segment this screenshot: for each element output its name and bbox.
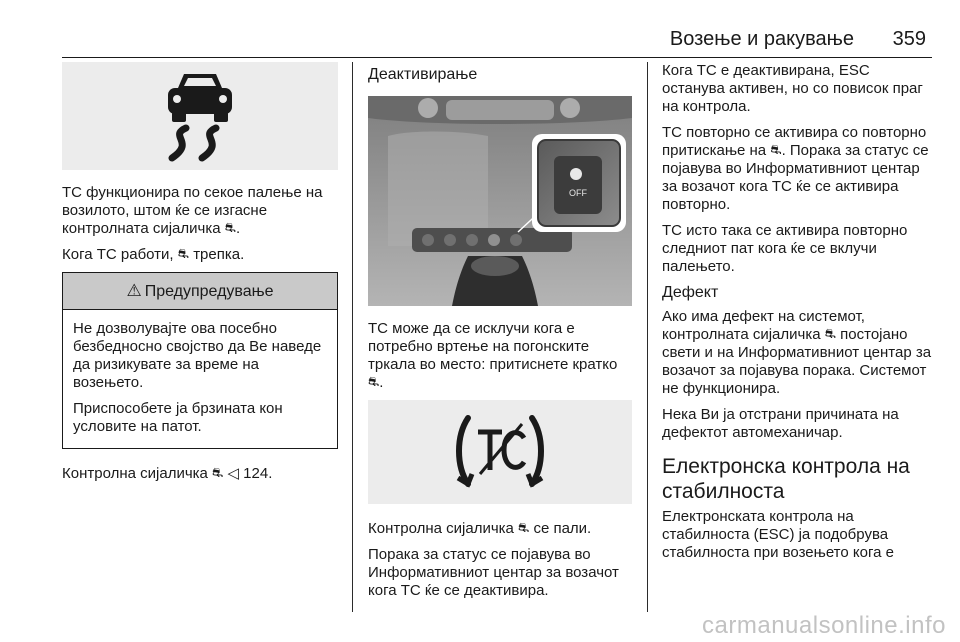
section-heading-esc: Електронска контрола на стабилноста xyxy=(662,455,910,503)
reference-page-link[interactable]: 124. xyxy=(243,465,273,482)
traction-control-symbol-image xyxy=(62,62,338,170)
warning-triangle-icon: ⚠ xyxy=(126,281,142,300)
tc-flashing-paragraph: Кога TC работи, ⛐ трепка. xyxy=(62,246,245,263)
tc-off-symbol-image xyxy=(368,400,632,504)
deactivation-instructions: TC може да се исклучи кога е потребно вртење на погонските тркала во место: притиснете кратко ⛐. xyxy=(368,320,618,391)
warning-header xyxy=(63,273,337,310)
section-heading-deactivation: Деактивирање xyxy=(368,66,478,83)
column-middle xyxy=(368,62,632,608)
watermark: carmanualsonline.info xyxy=(702,612,946,639)
center-console-photo xyxy=(368,96,632,306)
section-heading-fault: Дефект xyxy=(662,284,719,301)
tc-button-icon: ⛐ xyxy=(368,374,380,389)
tc-intro-paragraph: TC функционира по секое палење на возилото, штом ќе се изгасне контролната сијаличка ⛐. xyxy=(62,184,323,237)
skidding-car-icon xyxy=(150,66,250,166)
status-message-paragraph: Порака за статус се појавува во Информативниот центар за возачот кога TC ќе се деактивира. xyxy=(368,546,619,599)
column-left xyxy=(62,62,338,491)
tc-warning-light-icon: ⛐ xyxy=(224,220,236,235)
cross-reference: Контролна сијаличка ⛐ ◁ 124. xyxy=(62,465,273,482)
page-number: 359 xyxy=(892,28,926,50)
header-rule xyxy=(62,57,932,58)
tc-off-light-paragraph: Контролна сијаличка ⛐ се пали. xyxy=(368,520,592,537)
tc-warning-light-icon: ⛐ xyxy=(212,465,224,480)
column-divider xyxy=(647,62,648,612)
page-header xyxy=(62,22,932,52)
column-divider xyxy=(352,62,353,612)
warning-text: Не дозволувајте ова посебно безбедносно својство да Ве наведе да ризикувате за време на возењето. xyxy=(73,320,322,391)
tc-warning-light-icon: ⛐ xyxy=(177,246,190,261)
esc-remains-paragraph: Кога TC е деактивирана, ESC останува активен, но со повисок праг на контрола. xyxy=(662,62,923,115)
warning-text: Приспособете ја брзината кон условите на патот. xyxy=(73,400,283,435)
column-right xyxy=(662,62,932,570)
fault-paragraph: Ако има дефект на системот, контролната сијаличка ⛐ постојано свети и на Информативниот центар за возачот за појавува порака. Системот не функционира. xyxy=(662,308,932,397)
ignition-reactivation-paragraph: TC исто така се активира повторно следниот пат кога ќе се вклучи палењето. xyxy=(662,222,908,275)
esc-intro-paragraph: Електронската контрола на стабилноста (ESC) ја подобрува стабилноста при возењето кога е xyxy=(662,508,894,561)
tc-off-indicator-icon xyxy=(454,408,546,494)
reactivation-paragraph: TC повторно се активира со повторно притискање на ⛐. Порака за статус се појавува во Информативниот центар за возачот кога TC ќе се активира повторно. xyxy=(662,124,929,213)
tc-off-light-icon: ⛐ xyxy=(518,520,530,535)
tc-button-icon: ⛐ xyxy=(770,142,782,157)
warning-box xyxy=(62,272,338,449)
warning-title: Предупредување xyxy=(144,283,274,300)
tc-off-button-label[interactable]: OFF xyxy=(569,188,587,198)
header-title: Возење и ракување xyxy=(669,28,854,50)
reference-arrow-icon: ◁ xyxy=(227,465,239,482)
mechanic-paragraph: Нека Ви ја отстрани причината на дефектот автомеханичар. xyxy=(662,406,899,441)
tc-warning-light-icon: ⛐ xyxy=(824,326,836,341)
